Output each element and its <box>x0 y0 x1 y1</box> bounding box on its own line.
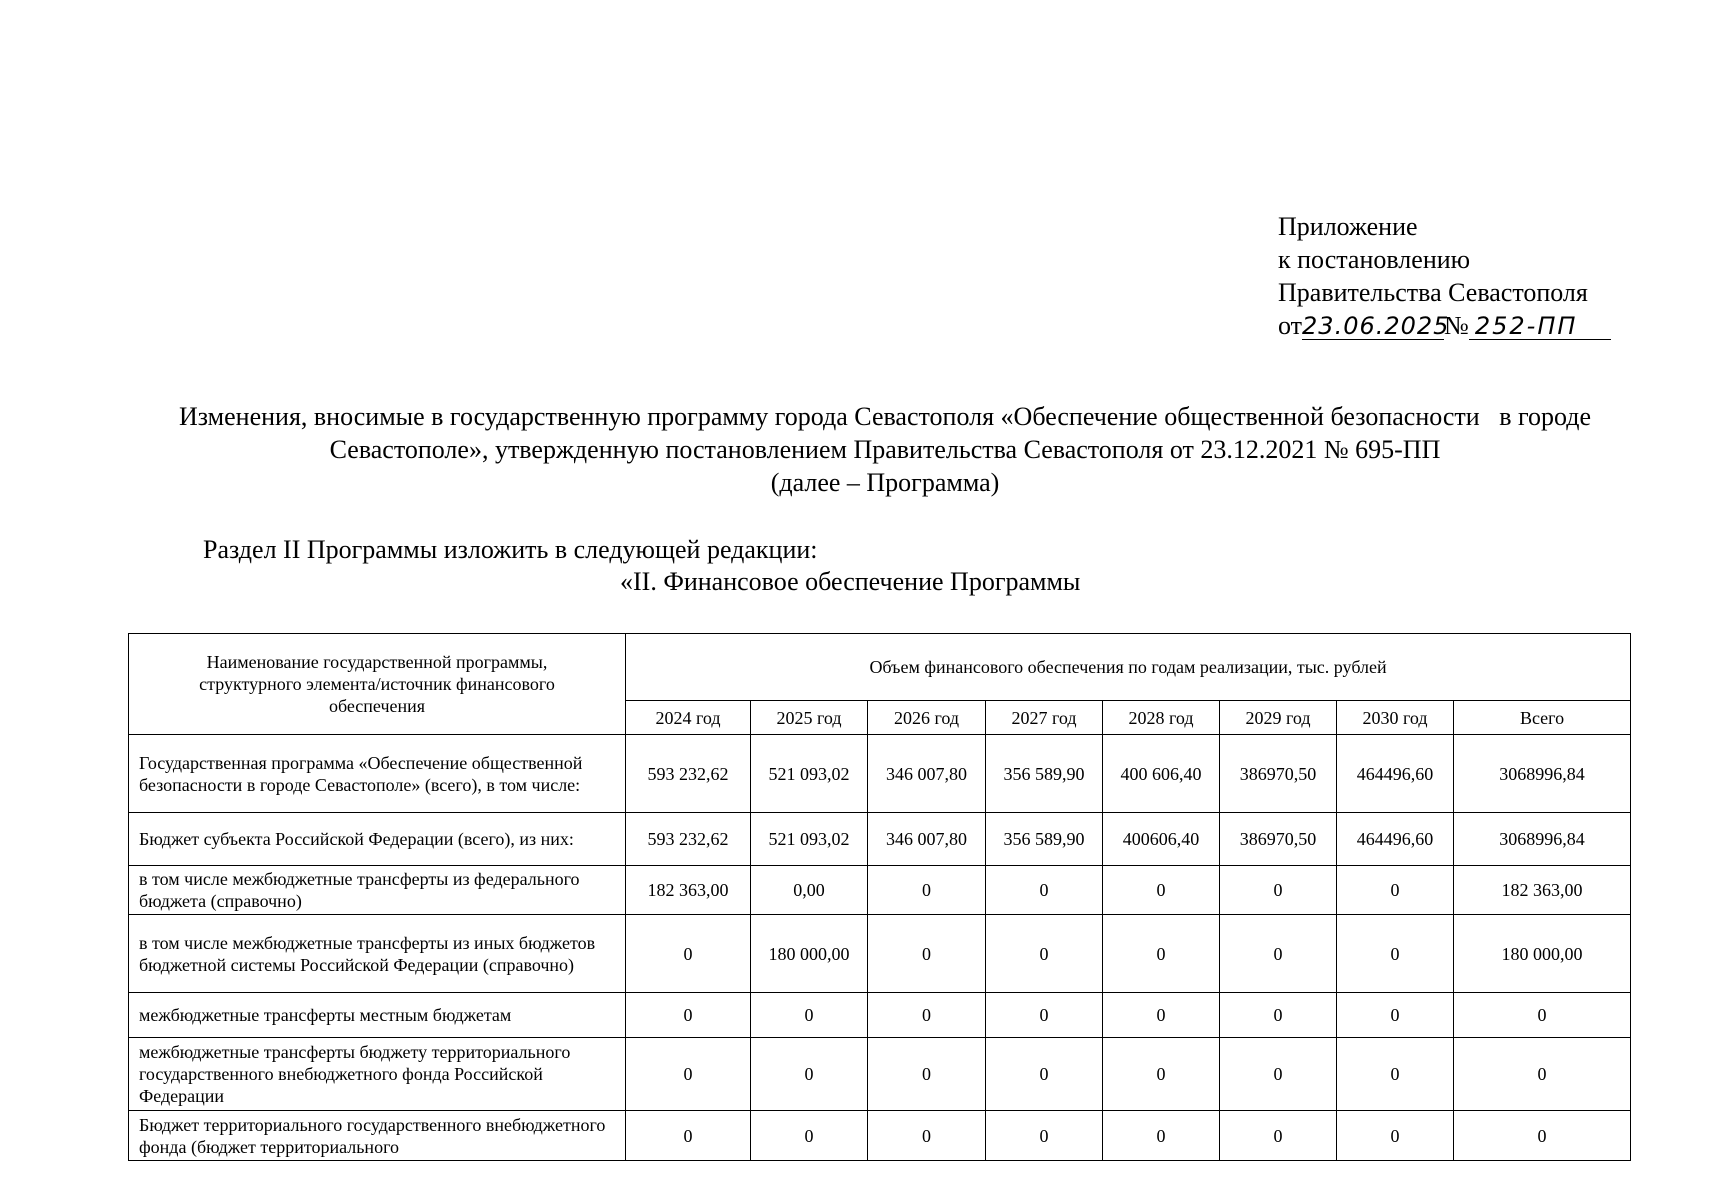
table-row <box>129 813 1631 866</box>
cell-2026: 346 007,80 <box>868 735 986 813</box>
number-sign: № <box>1444 311 1469 340</box>
cell-2026: 0 <box>868 1111 986 1161</box>
row-name: Бюджет территориального государственного внебюджетного фонда (бюджет территориального <box>129 1111 626 1161</box>
table-row <box>129 915 1631 993</box>
cell-2029: 386970,50 <box>1220 813 1337 866</box>
cell-2025: 521 093,02 <box>751 735 868 813</box>
cell-2028: 0 <box>1103 1111 1220 1161</box>
header-year-2025: 2025 год <box>751 701 868 735</box>
cell-2026: 0 <box>868 1038 986 1111</box>
header-year-2027: 2027 год <box>986 701 1103 735</box>
row-name: межбюджетные трансферты бюджету территориального государственного внебюджетного фонда Российской Федерации <box>129 1038 626 1111</box>
instruction-text: Раздел II Программы изложить в следующей редакции: <box>203 535 818 564</box>
cell-2026: 0 <box>868 993 986 1038</box>
header-year-2030: 2030 год <box>1337 701 1454 735</box>
cell-2026: 0 <box>868 866 986 915</box>
cell-2027: 0 <box>986 915 1103 993</box>
cell-2027: 0 <box>986 993 1103 1038</box>
title-line-3: (далее – Программа) <box>770 468 1000 497</box>
table-row <box>129 993 1631 1038</box>
appendix-government: Правительства Севастополя <box>1278 278 1588 307</box>
cell-2028: 0 <box>1103 993 1220 1038</box>
cell-2024: 593 232,62 <box>626 813 751 866</box>
cell-2026: 346 007,80 <box>868 813 986 866</box>
cell-2030: 464496,60 <box>1337 813 1454 866</box>
cell-total: 3068996,84 <box>1454 735 1631 813</box>
header-volume: Объем финансового обеспечения по годам реализации, тыс. рублей <box>626 634 1631 701</box>
header-year-2028: 2028 год <box>1103 701 1220 735</box>
cell-2029: 0 <box>1220 993 1337 1038</box>
cell-2024: 0 <box>626 1111 751 1161</box>
cell-total: 3068996,84 <box>1454 813 1631 866</box>
cell-total: 180 000,00 <box>1454 915 1631 993</box>
title-line-2: Севастополе», утвержденную постановлением Правительства Севастополя от 23.12.2021 № 695-ПП <box>329 435 1441 464</box>
cell-2025: 0,00 <box>751 866 868 915</box>
cell-2027: 0 <box>986 1038 1103 1111</box>
cell-2028: 400 606,40 <box>1103 735 1220 813</box>
appendix-label: Приложение <box>1278 212 1418 241</box>
cell-2027: 356 589,90 <box>986 813 1103 866</box>
cell-2030: 0 <box>1337 915 1454 993</box>
appendix-block <box>1278 210 1611 342</box>
cell-2028: 0 <box>1103 1038 1220 1111</box>
cell-2030: 0 <box>1337 1111 1454 1161</box>
handwritten-date: 23.06.2025 <box>1302 312 1450 340</box>
cell-2030: 0 <box>1337 993 1454 1038</box>
cell-total: 0 <box>1454 1038 1631 1111</box>
handwritten-number: 252-ПП <box>1469 313 1611 340</box>
cell-2030: 0 <box>1337 866 1454 915</box>
appendix-date-number <box>1278 309 1611 342</box>
financing-table <box>128 633 1631 1161</box>
from-prefix: от <box>1278 311 1303 340</box>
cell-2029: 0 <box>1220 915 1337 993</box>
table-row <box>129 1111 1631 1161</box>
title-line-1: Изменения, вносимые в государственную программу города Севастополя «Обеспечение общественной безопасности в городе <box>178 402 1592 431</box>
header-total: Всего <box>1454 701 1631 735</box>
cell-2026: 0 <box>868 915 986 993</box>
cell-2028: 0 <box>1103 866 1220 915</box>
cell-2029: 0 <box>1220 866 1337 915</box>
cell-2025: 0 <box>751 1111 868 1161</box>
header-year-2026: 2026 год <box>868 701 986 735</box>
appendix-to-resolution: к постановлению <box>1278 245 1471 274</box>
cell-2024: 0 <box>626 1038 751 1111</box>
cell-2024: 593 232,62 <box>626 735 751 813</box>
row-name: Бюджет субъекта Российской Федерации (всего), из них: <box>129 813 626 866</box>
header-year-2024: 2024 год <box>626 701 751 735</box>
row-name: в том числе межбюджетные трансферты из иных бюджетов бюджетной системы Российской Федерации (справочно) <box>129 915 626 993</box>
cell-2025: 0 <box>751 1038 868 1111</box>
row-name: межбюджетные трансферты местным бюджетам <box>129 993 626 1038</box>
cell-2028: 0 <box>1103 915 1220 993</box>
cell-2030: 464496,60 <box>1337 735 1454 813</box>
cell-2025: 521 093,02 <box>751 813 868 866</box>
header-name: Наименование государственной программы, структурного элемента/источник финансового обеспечения <box>129 634 626 735</box>
table-row <box>129 866 1631 915</box>
cell-2024: 0 <box>626 993 751 1038</box>
section-title: «II. Финансовое обеспечение Программы <box>620 567 1081 596</box>
table-row <box>129 735 1631 813</box>
cell-2028: 400606,40 <box>1103 813 1220 866</box>
table-row <box>129 1038 1631 1111</box>
cell-2029: 386970,50 <box>1220 735 1337 813</box>
cell-2030: 0 <box>1337 1038 1454 1111</box>
cell-2029: 0 <box>1220 1111 1337 1161</box>
cell-2029: 0 <box>1220 1038 1337 1111</box>
cell-2024: 0 <box>626 915 751 993</box>
cell-2027: 0 <box>986 1111 1103 1161</box>
cell-total: 182 363,00 <box>1454 866 1631 915</box>
cell-total: 0 <box>1454 993 1631 1038</box>
row-name: Государственная программа «Обеспечение общественной безопасности в городе Севастополе» (всего), в том числе: <box>129 735 626 813</box>
document-title <box>120 400 1650 499</box>
cell-2024: 182 363,00 <box>626 866 751 915</box>
cell-2025: 180 000,00 <box>751 915 868 993</box>
row-name: в том числе межбюджетные трансферты из федерального бюджета (справочно) <box>129 866 626 915</box>
header-year-2029: 2029 год <box>1220 701 1337 735</box>
cell-2027: 356 589,90 <box>986 735 1103 813</box>
cell-2027: 0 <box>986 866 1103 915</box>
cell-total: 0 <box>1454 1111 1631 1161</box>
cell-2025: 0 <box>751 993 868 1038</box>
